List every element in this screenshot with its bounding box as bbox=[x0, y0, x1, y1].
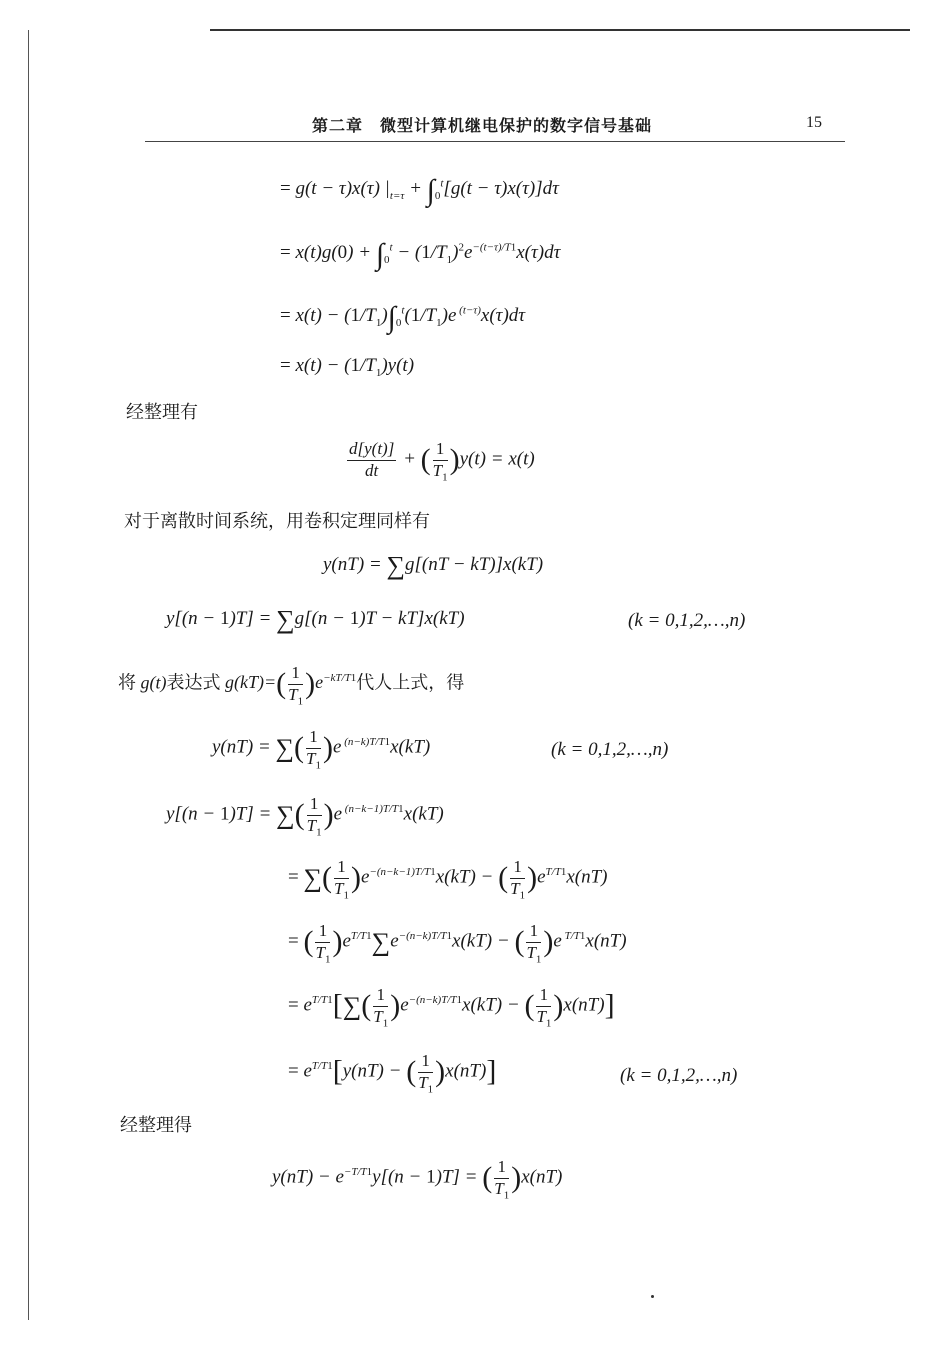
equation-line-4: = $x(t) - (1/T_1)y(t)$ bbox=[280, 355, 415, 379]
page-left-border bbox=[28, 30, 29, 1320]
text-substitute-middle: 表达式 bbox=[166, 672, 221, 693]
equation-line-1: = g(t − τ)x(τ) $|_{t=\tau} + \int_0^t[g(t - \tau)x(\tau)]d\tau$ bbox=[280, 174, 559, 207]
text-substitute: 将 g(t)表达式 g(kT)=( $\frac{1}{T_1}$ )$e^{-kT/T1}$代人上式，得 bbox=[118, 663, 465, 708]
scan-speck bbox=[651, 1295, 654, 1298]
equation-yn-1-line-5: = $e^{T/T1}[y(nT)$ − ( $\frac{1}{T_1}$ )x(nT)] bbox=[288, 1051, 497, 1096]
equation-yn-1-line-2: = ∑( $\frac{1}{T_1}$ )$e^{-(n-k-1)T/T1}x(kT)$ − ( $\frac{1}{T_1}$ )$e^{T/T1}x(nT)$ bbox=[288, 857, 608, 902]
equation-line-2: = $x(t)g(0) + \int_0^t - (1/T_1)^2e^{-(t-\tau)/T1}x(\tau)d\tau$ bbox=[280, 238, 561, 271]
condition-k-3: (k = 0,1,2,…,n) bbox=[620, 1065, 738, 1086]
condition-k-2: (k = 0,1,2,…,n) bbox=[551, 739, 669, 760]
equation-differential: $\frac{d[y(t)]}{dt}$ + ( $\frac{1}{T_1}$ )y(t) = x(t) bbox=[349, 439, 535, 484]
equation-convolution-n: y(nT) = ∑g[(nT − kT)]x(kT) bbox=[323, 551, 544, 580]
text-substitute-prefix: 将 bbox=[118, 672, 136, 693]
condition-k-1: (k = 0,1,2,…,n) bbox=[628, 610, 746, 631]
text-final-result: 经整理得 bbox=[120, 1115, 192, 1135]
equation-yn-1-line-3: = ( $\frac{1}{T_1}$ )$e^{T/T1}\sum e^{-(n-k)T/T1}x(kT)$ − ( $\frac{1}{T_1}$ )e $^{T/T1}$x(nT) bbox=[288, 921, 627, 966]
equation-yn-1-line-4: = $e^{T/T1}[\sum$( $\frac{1}{T_1}$ )$e^{-(n-k)T/T1}x(kT)$ − ( $\frac{1}{T_1}$ )x(nT)] bbox=[288, 985, 615, 1030]
equation-convolution-n-1: y[(n − 1)T] = ∑g[(n − 1)T − kT]x(kT) bbox=[166, 605, 465, 634]
page-number: 15 bbox=[806, 114, 822, 131]
page-top-rule bbox=[210, 29, 910, 31]
equation-line-3: = $x(t) - (1/T_1)\int_0^t(1/T_1)e$ $^{(t-\tau)}$x(τ)dτ bbox=[280, 301, 526, 334]
equation-final: $y(nT) - e^{-T/T1}y[(n - 1)T]$ = ( $\frac{1}{T_1}$ )x(nT) bbox=[272, 1157, 563, 1202]
equation-yn-1-line-1: y[(n − 1)T] = ∑( $\frac{1}{T_1}$ )e $^{(n-k-1)T/T1}$x(kT) bbox=[166, 794, 444, 839]
text-after-derivation: 经整理有 bbox=[126, 402, 198, 422]
header-rule bbox=[145, 141, 845, 142]
text-substitute-suffix: 代人上式，得 bbox=[356, 672, 465, 693]
equation-yn: y(nT) = ∑( $\frac{1}{T_1}$ )e $^{(n-k)T/T1}$x(kT) bbox=[212, 727, 431, 772]
text-discrete-system: 对于离散时间系统，用卷积定理同样有 bbox=[124, 511, 430, 531]
chapter-header-title: 第二章 微型计算机继电保护的数字信号基础 bbox=[312, 118, 653, 135]
